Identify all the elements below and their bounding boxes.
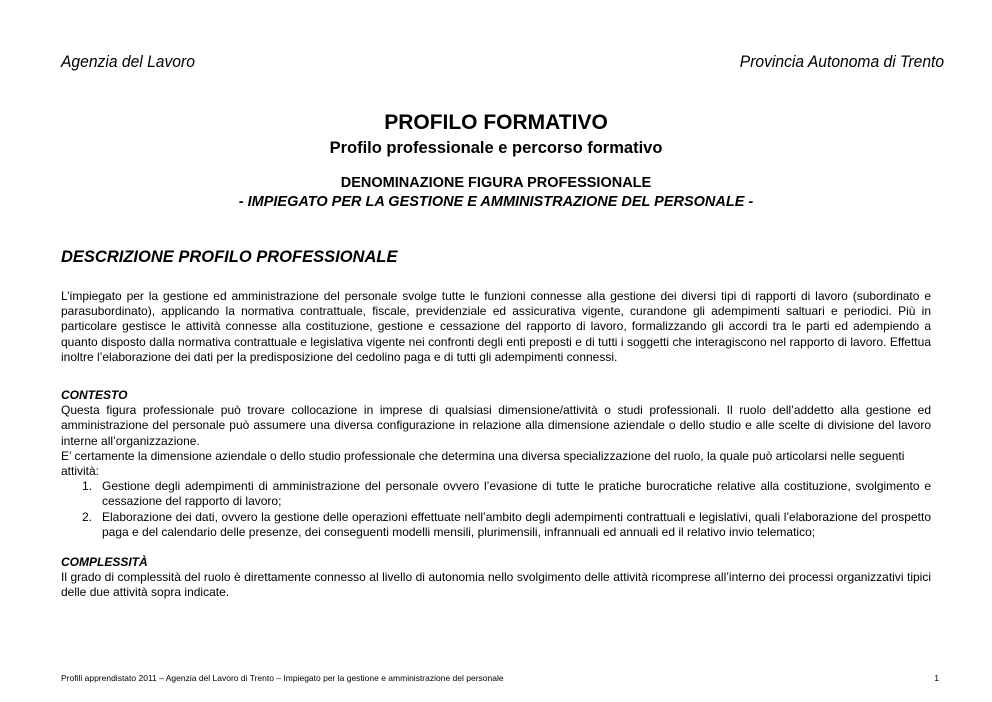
list-item <box>61 479 931 509</box>
list-item <box>61 510 931 540</box>
contesto-heading: CONTESTO <box>61 388 128 402</box>
denomination-label: DENOMINAZIONE FIGURA PROFESSIONALE <box>340 175 652 191</box>
section-title: DESCRIZIONE PROFILO PROFESSIONALE <box>61 248 398 266</box>
intro-paragraph: L’impiegato per la gestione ed amministrazione del personale svolge tutte le funzioni connesse alla gestione dei diversi tipi di rapporti di lavoro (subordinato e parasubordinato), applicando la normativa contrattuale, fiscale, previdenziale ed assicurativa vigente, curandone gli adempimenti saltuari e periodici. Più in particolare gestisce le attività connesse alla costituzione, gestione e cessazione del rapporto di lavoro, formalizzando gli accordi tra le parti ed adempiendo a quanto disposto dalla normativa contrattuale e legislativa vigente nei confronti degli enti preposti e di tutti i soggetti che interagiscono nel rapporto di lavoro. Effettua inoltre l’elaborazione dei dati per la predisposizione del cedolino paga e di tutti gli adempimenti connessi. <box>61 289 931 364</box>
footer-text: Profili apprendistato 2011 – Agenzia del Lavoro di Trento – Impiegato per la gestione e amministrazione del personale <box>61 673 504 683</box>
list-item-number: 2. <box>82 509 93 524</box>
main-title: PROFILO FORMATIVO <box>384 111 608 134</box>
header-right: Provincia Autonoma di Trento <box>739 52 944 71</box>
contesto-block <box>61 388 931 540</box>
contesto-paragraph-2: E’ certamente la dimensione aziendale o dello studio professionale che determina una diversa specializzazione del ruolo, la quale può articolarsi nelle seguenti attività: <box>61 448 905 479</box>
header-left: Agenzia del Lavoro <box>61 52 195 71</box>
list-item-text: Elaborazione dei dati, ovvero la gestione delle operazioni effettuate nell’ambito degli adempimenti contrattuali e legislativi, quali l’elaborazione del prospetto paga e del calendario delle presenze, dei conseguenti modelli mensili, plurimensili, infrannuali ed annuali ed il relativo invio telematico; <box>102 509 931 539</box>
denomination-value: - IMPIEGATO PER LA GESTIONE E AMMINISTRAZIONE DEL PERSONALE - <box>238 194 754 210</box>
contesto-paragraph-1: Questa figura professionale può trovare collocazione in imprese di qualsiasi dimensione/attività o studi professionali. Il ruolo dell’addetto alla gestione ed amministrazione del personale può assumere una diversa configurazione in relazione alla dimensione aziendale o dello studio e alle scelte di divisione del lavoro interne all’organizzazione. <box>61 403 931 448</box>
list-item-number: 1. <box>82 479 93 494</box>
complessita-heading: COMPLESSITÀ <box>61 555 148 569</box>
page-number: 1 <box>934 673 939 683</box>
activity-list <box>61 479 931 540</box>
complessita-block <box>61 555 931 601</box>
list-item-text: Gestione degli adempimenti di amministrazione del personale ovvero l’evasione di tutte le pratiche burocratiche relative alla costituzione, svolgimento e cessazione del rapporto di lavoro; <box>102 479 931 509</box>
title-block <box>0 110 992 212</box>
complessita-paragraph: Il grado di complessità del ruolo è direttamente connesso al livello di autonomia nello svolgimento delle attività ricomprese all’interno dei processi organizzativi tipici delle due attività sopra indicate. <box>61 570 931 600</box>
subtitle: Profilo professionale e percorso formativo <box>329 139 663 157</box>
